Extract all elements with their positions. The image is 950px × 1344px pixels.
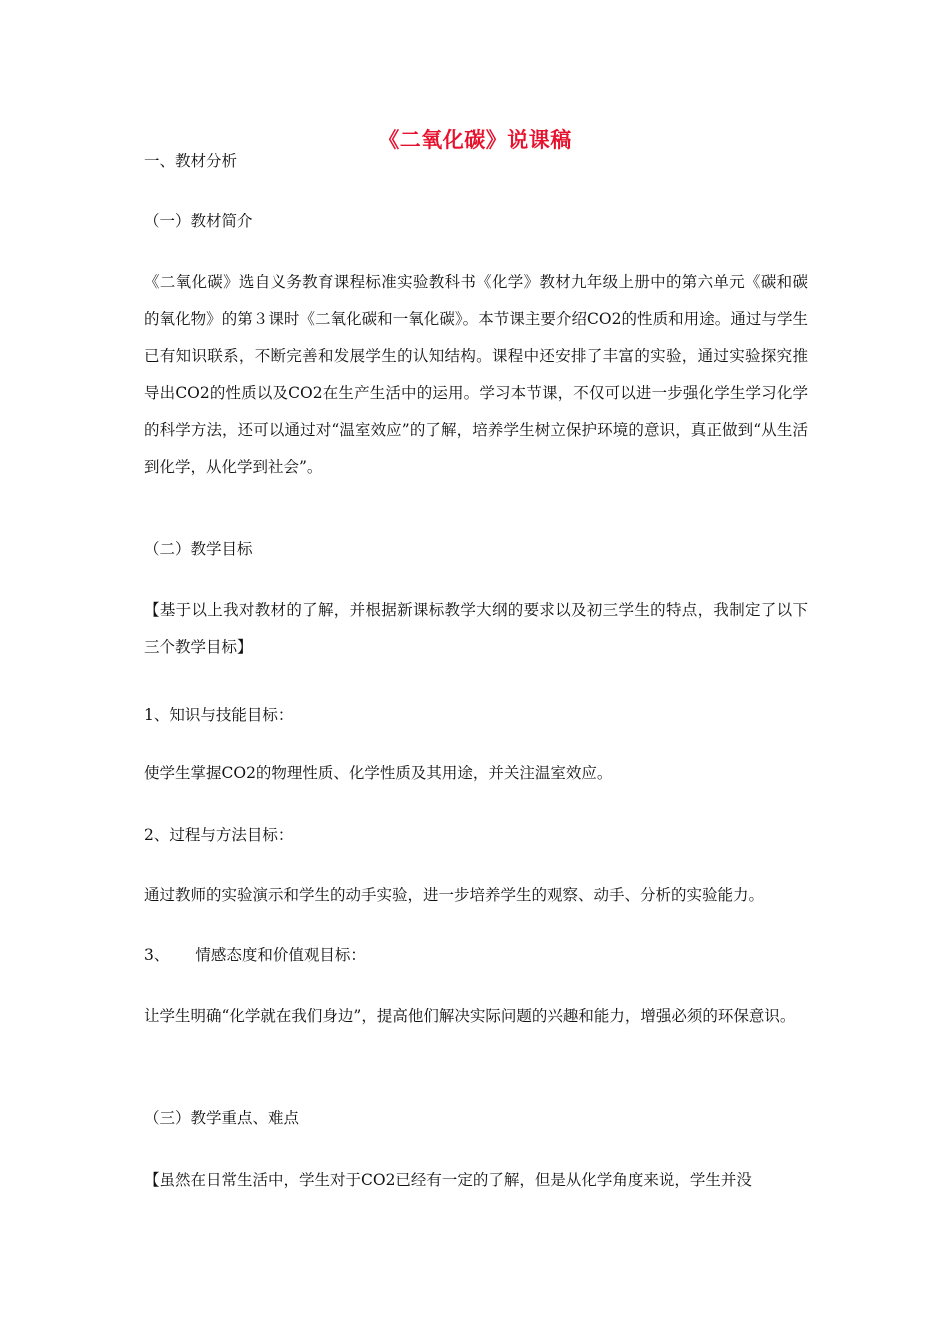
goal-text: 使学生掌握CO2的物理性质、化学性质及其用途，并关注温室效应。 [144, 764, 613, 782]
goal-number: 3、 [144, 946, 170, 964]
goal-label: 1、知识与技能目标： [144, 706, 294, 724]
document-title: 《二氧化碳》说课稿 [378, 127, 572, 152]
goal-text: 通过教师的实验演示和学生的动手实验，进一步培养学生的观察、动手、分析的实验能力。 [144, 886, 765, 904]
goal-label: 情感态度和价值观目标： [195, 946, 366, 964]
subsection-heading: （三）教学重点、难点 [144, 1109, 300, 1127]
intro-paragraph: 《二氧化碳》选自义务教育课程标准实验教科书《化学》教材九年级上册中的第六单元《碳和碳的氧化物》的第３课时《二氧化碳和一氧化碳》。本节课主要介绍CO2的性质和用途。通过与学生已有知识联系，不断完善和发展学生的认知结构。课程中还安排了丰富的实验，通过实验探究推导出CO2的性质以及CO2在生产生活中的运用。学习本节课，不仅可以进一步强化学生学习化学的科学方法，还可以通过对“温室效应”的了解，培养学生树立保护环境的意识，真正做到“从生活到化学，从化学到社会”。 [144, 273, 808, 476]
focus-paragraph: 【虽然在日常生活中，学生对于CO2已经有一定的了解，但是从化学角度来说，学生并没 [144, 1171, 752, 1189]
goal-label: 2、过程与方法目标： [144, 826, 294, 844]
goal-label-row [144, 948, 808, 964]
subsection-heading: （一）教材简介 [144, 212, 253, 230]
section-heading: 一、教材分析 [144, 152, 238, 170]
subsection-heading: （二）教学目标 [144, 540, 253, 558]
goal-text: 让学生明确“化学就在我们身边”，提高他们解决实际问题的兴趣和能力，增强必须的环保意识。 [144, 1007, 796, 1025]
goals-intro-paragraph: 【基于以上我对教材的了解，并根据新课标教学大纲的要求以及初三学生的特点，我制定了以下三个教学目标】 [144, 601, 808, 656]
